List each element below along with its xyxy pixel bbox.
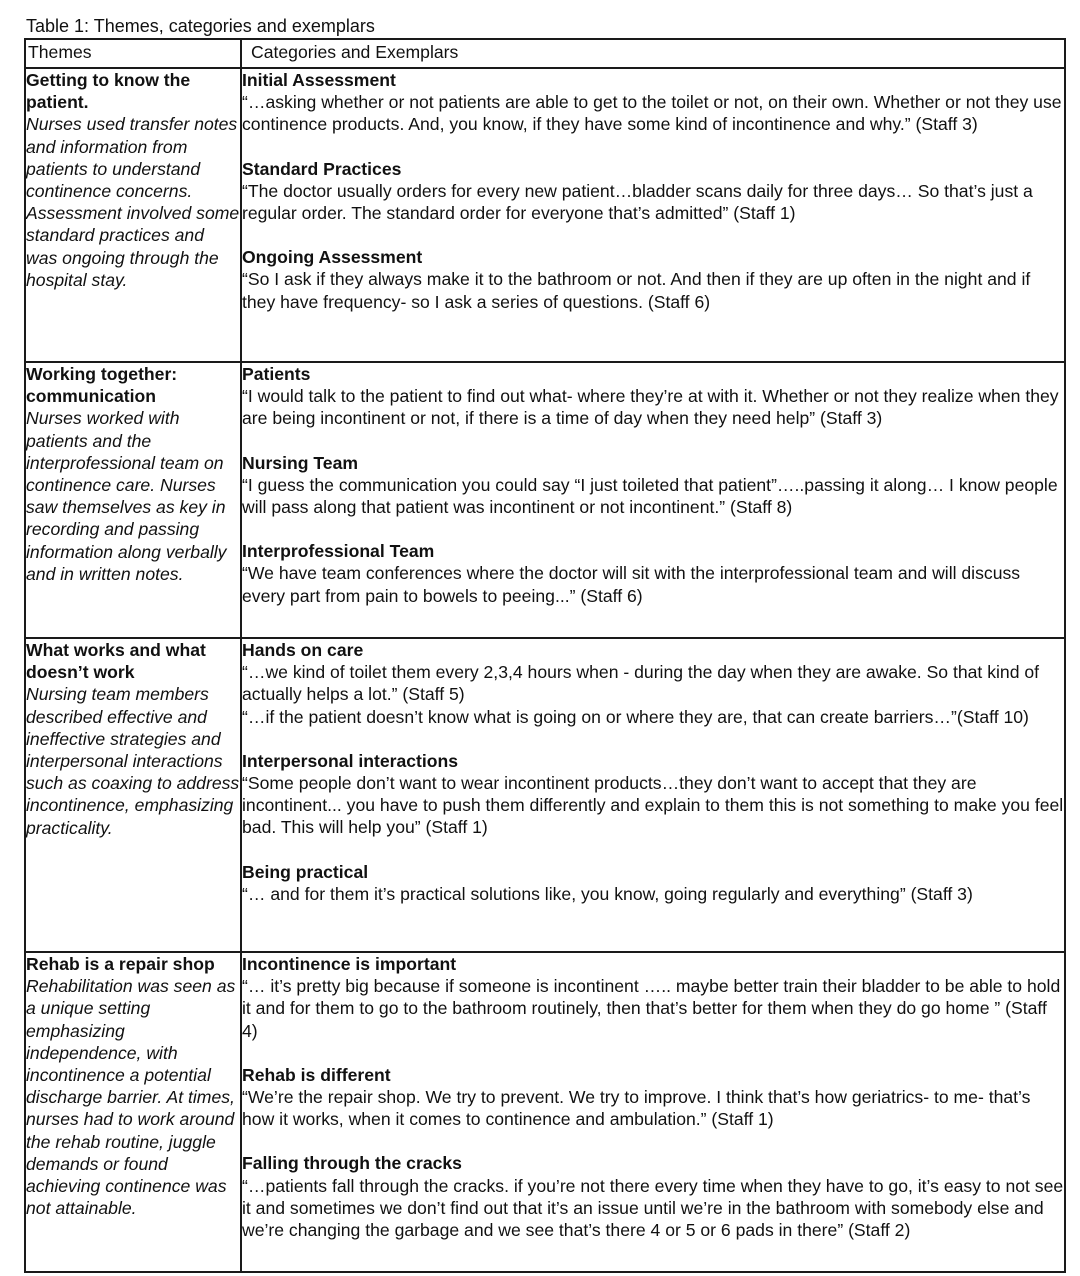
theme-title: Working together: communication bbox=[26, 364, 178, 407]
exemplar-quote: “Some people don’t want to wear incontinent products…they don’t want to accept that they are incontinent... you have to push them differently and explain to them this is not something to make you feel bad. This will help you” (Staff 1) bbox=[242, 773, 1064, 838]
category-block bbox=[242, 452, 1064, 519]
category-title: Incontinence is important bbox=[242, 954, 457, 974]
exemplar-quote: “We’re the repair shop. We try to prevent. We try to improve. I think that’s how geriatrics- to me- that’s how it works, when it comes to continence and ambulation.” (Staff 1) bbox=[242, 1087, 1031, 1130]
table-row bbox=[25, 952, 1065, 1272]
category-block bbox=[242, 158, 1064, 225]
exemplar-quote: “… it’s pretty big because if someone is incontinent ….. maybe better train their bladder to be able to hold it and for them to go to the bathroom routinely, then that’s better for them when they do go home ” (Staff 4) bbox=[242, 976, 1061, 1041]
category-title: Hands on care bbox=[242, 640, 364, 660]
theme-cell bbox=[25, 638, 241, 952]
category-block bbox=[242, 540, 1064, 607]
categories-cell bbox=[241, 362, 1065, 638]
exemplar-quote: “The doctor usually orders for every new patient…bladder scans daily for three days… So that’s just a regular order. The standard order for everyone that’s admitted” (Staff 1) bbox=[242, 180, 1033, 224]
theme-description: Nurses worked with patients and the interprofessional team on continence care. Nurses saw themselves as key in recording and passing information along verbally and in written notes. bbox=[26, 408, 227, 584]
category-block bbox=[242, 953, 1064, 1042]
theme-description: Rehabilitation was seen as a unique setting emphasizing independence, with incontinence a potential discharge barrier. At times, nurses had to work around the rehab routine, juggle demands or found achieving continence was not attainable. bbox=[26, 976, 236, 1219]
header-categories: Categories and Exemplars bbox=[241, 39, 1065, 68]
table-header-row bbox=[25, 39, 1065, 68]
category-block bbox=[242, 363, 1064, 430]
theme-cell bbox=[25, 68, 241, 362]
category-title: Nursing Team bbox=[242, 452, 359, 473]
exemplar-quote: “I would talk to the patient to find out what- where they’re at with it. Whether or not they realize when they are being incontinent or not, if there is a time of day when they need help” (Staff 3) bbox=[242, 386, 1059, 429]
theme-description: Nurses used transfer notes and information from patients to understand continence concerns. Assessment involved some standard practices and was ongoing through the hospital stay. bbox=[26, 114, 240, 290]
category-title: Standard Practices bbox=[242, 158, 402, 179]
category-title: Interpersonal interactions bbox=[242, 750, 459, 771]
category-title: Ongoing Assessment bbox=[242, 247, 423, 268]
categories-cell bbox=[241, 952, 1065, 1272]
exemplar-quote: “… and for them it’s practical solutions like, you know, going regularly and everything” (Staff 3) bbox=[242, 883, 973, 904]
exemplar-quote: “…we kind of toilet them every 2,3,4 hours when - during the day when they are awake. So that kind of actually helps a lot.” (Staff 5) bbox=[242, 662, 1040, 705]
category-block bbox=[242, 69, 1064, 136]
theme-cell bbox=[25, 952, 241, 1272]
category-block bbox=[242, 750, 1064, 839]
theme-cell bbox=[25, 362, 241, 638]
table-row bbox=[25, 638, 1065, 952]
category-title: Patients bbox=[242, 364, 311, 384]
exemplar-quote: “…asking whether or not patients are able to get to the toilet or not, on their own. Whether or not they use continence products. And, you know, if they have some kind of incontinence and why.” (Staff 3) bbox=[242, 92, 1062, 135]
exemplar-quote: “…if the patient doesn’t know what is going on or where they are, that can create barriers…”(Staff 10) bbox=[242, 706, 1029, 727]
category-title: Falling through the cracks bbox=[242, 1153, 462, 1174]
category-title: Interprofessional Team bbox=[242, 541, 435, 562]
theme-title: What works and what doesn’t work bbox=[26, 640, 206, 683]
category-block bbox=[242, 639, 1064, 728]
exemplar-quote: “…patients fall through the cracks. if you’re not there every time when they have to go, it’s easy to not see it and sometimes we don’t find out that it’s an issue until we’re in the bathroom with somebody else and we’re changing the garbage and we see that’s there 4 or 5 or 6 pads in there” (Staff 2) bbox=[242, 1175, 1064, 1241]
table-row bbox=[25, 362, 1065, 638]
categories-cell bbox=[241, 68, 1065, 362]
table-caption: Table 1: Themes, categories and exemplars bbox=[26, 16, 375, 36]
header-themes: Themes bbox=[25, 39, 241, 68]
category-block bbox=[242, 1152, 1064, 1241]
theme-description: Nursing team members described effective and ineffective strategies and interpersonal interactions such as coaxing to address incontinence, emphasizing practicality. bbox=[26, 684, 240, 838]
themes-table bbox=[24, 38, 1066, 1273]
exemplar-quote: “I guess the communication you could say “I just toileted that patient”…..passing it along… I know people will pass along that patient was incontinent or not incontinent.” (Staff 8) bbox=[242, 474, 1058, 518]
theme-title: Getting to know the patient. bbox=[26, 70, 191, 113]
category-block bbox=[242, 1064, 1064, 1131]
theme-title: Rehab is a repair shop bbox=[26, 954, 215, 974]
category-title: Initial Assessment bbox=[242, 70, 396, 90]
category-title: Rehab is different bbox=[242, 1064, 391, 1085]
categories-cell bbox=[241, 638, 1065, 952]
category-block bbox=[242, 246, 1064, 313]
category-title: Being practical bbox=[242, 861, 369, 882]
exemplar-quote: “So I ask if they always make it to the bathroom or not. And then if they are up often in the night and if they have frequency- so I ask a series of questions. (Staff 6) bbox=[242, 269, 1031, 312]
table-row bbox=[25, 68, 1065, 362]
exemplar-quote: “We have team conferences where the doctor will sit with the interprofessional team and will discuss every part from pain to bowels to peeing...” (Staff 6) bbox=[242, 563, 1021, 606]
category-block bbox=[242, 861, 1064, 905]
